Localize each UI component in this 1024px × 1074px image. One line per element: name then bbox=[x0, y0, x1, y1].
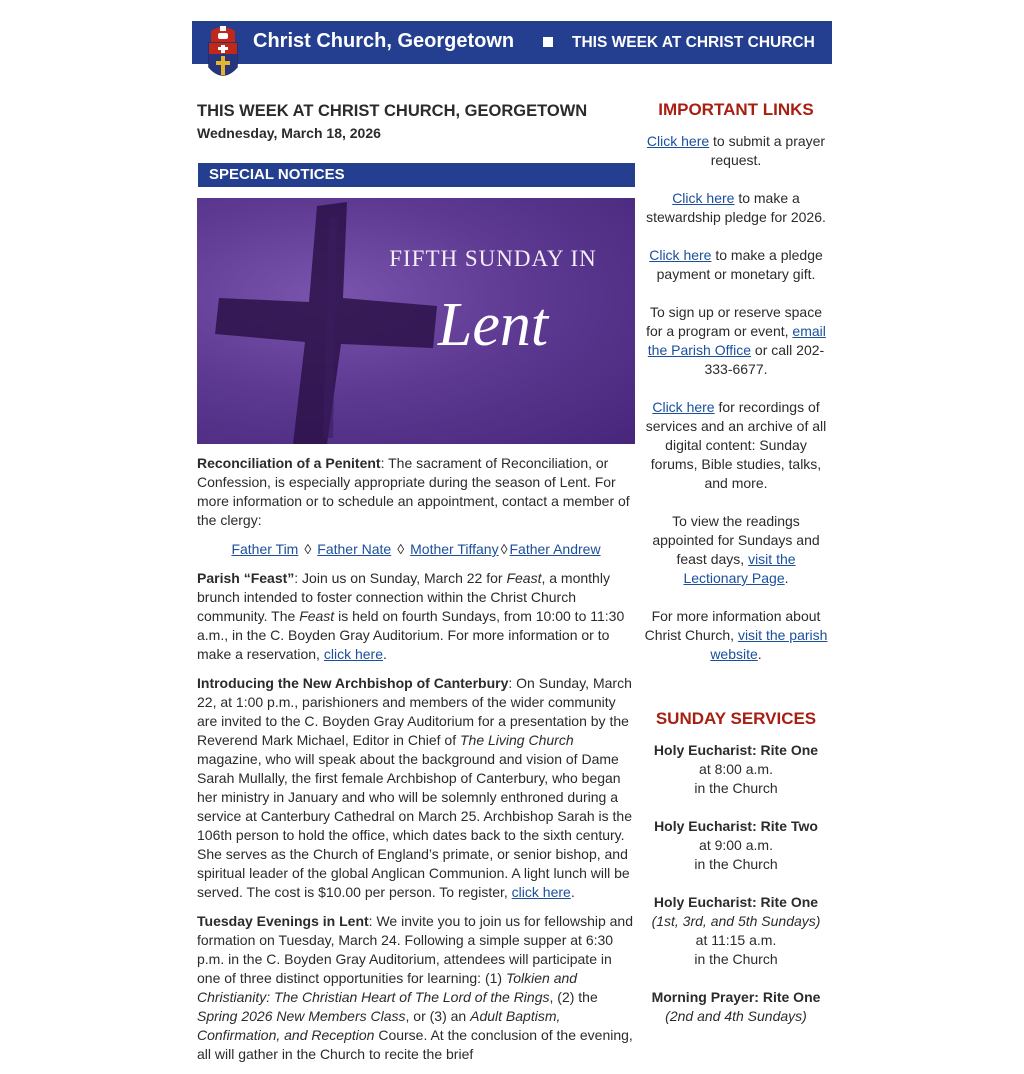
clergy-links bbox=[197, 540, 635, 559]
church-crest-icon bbox=[207, 25, 239, 82]
notice-italic: The Living Church bbox=[460, 732, 574, 748]
service-item bbox=[644, 893, 828, 969]
main-column bbox=[197, 100, 635, 1074]
sidebar-text: To view the readings appointed for Sundays and feast days, bbox=[652, 513, 820, 567]
prayer-request-link[interactable]: Click here bbox=[646, 133, 710, 149]
square-separator-icon bbox=[543, 37, 553, 47]
service-item bbox=[644, 988, 828, 1026]
feast-reservation-link[interactable]: click here bbox=[323, 646, 383, 662]
hero-heading: FIFTH SUNDAY IN bbox=[389, 246, 597, 271]
important-links-heading: IMPORTANT LINKS bbox=[658, 100, 814, 119]
service-item bbox=[644, 741, 828, 798]
clergy-link-nate[interactable]: Father Nate bbox=[317, 541, 392, 557]
prayer-request-item bbox=[644, 132, 828, 170]
service-time: at 9:00 a.m. bbox=[699, 837, 773, 853]
notice-feast bbox=[197, 569, 635, 664]
service-note: (2nd and 4th Sundays) bbox=[665, 1008, 807, 1024]
notice-heading: Reconciliation of a Penitent bbox=[197, 455, 381, 471]
notice-heading: Introducing the New Archbishop of Canterbury bbox=[197, 675, 509, 691]
notice-text: , a monthly brunch intended to foster connection within the Christ Church community. The bbox=[197, 570, 610, 624]
clergy-link-andrew[interactable]: Father Andrew bbox=[509, 541, 601, 557]
notice-italic: Feast bbox=[299, 608, 335, 624]
notice-text: , (2) the bbox=[549, 989, 598, 1005]
pledge-payment-link[interactable]: Click here bbox=[649, 247, 712, 263]
service-name: Holy Eucharist: Rite Two bbox=[654, 818, 818, 834]
notice-text: , or (3) an bbox=[405, 1008, 471, 1024]
notice-reconciliation bbox=[197, 454, 635, 530]
service-item bbox=[644, 817, 828, 874]
notice-heading: Tuesday Evenings in Lent bbox=[197, 913, 369, 929]
service-note: (1st, 3rd, and 5th Sundays) bbox=[651, 913, 821, 929]
notice-text: magazine, who will speak about the background and vision of Dame Sarah Mullally, the first female Archbishop of Canterbury, who began her ministry in January and who will be solemnly enthroned during a service at Canterbury Cathedral on March 25. Archbishop Sarah is the 106th person to hold the office, which dates back to the sixth century. She serves as the Church of England’s primate, or senior bishop, and spiritual leader of the global Anglican Communion. A light lunch will be served. The cost is $10.00 per person. To register, bbox=[197, 751, 633, 900]
diamond-separator: ◊ bbox=[304, 541, 312, 557]
sidebar-text: to submit a prayer request. bbox=[709, 133, 826, 168]
header-banner bbox=[192, 21, 832, 64]
archbishop-register-link[interactable]: click here bbox=[511, 884, 571, 900]
website-item bbox=[644, 607, 828, 664]
service-place: in the Church bbox=[694, 856, 778, 872]
section-header-special-notices: SPECIAL NOTICES bbox=[198, 163, 635, 187]
lectionary-link[interactable]: visit the Lectionary Page bbox=[683, 551, 796, 586]
notice-text: . bbox=[382, 646, 387, 662]
sidebar-text: . bbox=[784, 570, 789, 586]
service-time: at 11:15 a.m. bbox=[695, 932, 777, 948]
service-place: in the Church bbox=[694, 951, 778, 967]
notice-italic: Spring 2026 New Members Class bbox=[197, 1008, 406, 1024]
diamond-separator: ◊ bbox=[500, 541, 508, 557]
notice-text: Course. At the conclusion of the evening, all will gather in the Church to recite the brief bbox=[197, 1027, 633, 1062]
notice-text: : The sacrament of Reconciliation, or Confession, is especially appropriate during the season of Lent. For more information or to schedule an appointment, contact a member of the clergy: bbox=[197, 455, 630, 528]
service-name: Morning Prayer: Rite One bbox=[651, 989, 821, 1005]
site-title[interactable]: Christ Church, Georgetown bbox=[253, 30, 515, 52]
notice-archbishop bbox=[197, 674, 635, 902]
notice-italic: Feast bbox=[506, 570, 542, 586]
notice-text: : On Sunday, March 22, at 1:00 p.m., parishioners and members of the wider community are invited to the C. Boyden Gray Auditorium for a presentation by the Reverend Mark Michael, Editor in Chief of bbox=[197, 675, 632, 748]
sidebar-text: to make a pledge payment or monetary gift. bbox=[656, 247, 823, 282]
diamond-separator: ◊ bbox=[397, 541, 405, 557]
hero-image bbox=[197, 198, 635, 444]
notice-text: is held on fourth Sundays, from 10:00 to 11:30 a.m., in the C. Boyden Gray Auditorium. For more information or to make a reservation, bbox=[197, 608, 625, 662]
email-parish-office-link[interactable]: email the Parish Office bbox=[647, 323, 826, 358]
sidebar bbox=[644, 100, 828, 1045]
notice-italic: Tolkien and Christianity: The Christian Heart of The Lord of the Rings bbox=[197, 970, 578, 1005]
notice-heading: Parish “Feast” bbox=[197, 570, 295, 586]
sidebar-text: To sign up or reserve space for a program or event, bbox=[646, 304, 822, 339]
notice-tuesday bbox=[197, 912, 635, 1064]
pledge-item bbox=[644, 189, 828, 227]
notice-text: : We invite you to join us for fellowship and formation on Tuesday, March 24. Following a simple supper at 6:30 p.m. in the C. Boyden Gray Auditorium, attendees will participate in one of three distinct opportunities for learning: (1) bbox=[197, 913, 633, 986]
issue-date: Wednesday, March 18, 2026 bbox=[197, 125, 381, 141]
clergy-link-tiffany[interactable]: Mother Tiffany bbox=[410, 541, 499, 557]
service-name: Holy Eucharist: Rite One bbox=[653, 742, 819, 758]
signup-item bbox=[644, 303, 828, 379]
payment-item bbox=[644, 246, 828, 284]
sidebar-text: or call 202-333-6677. bbox=[704, 342, 825, 377]
sidebar-text: to make a stewardship pledge for 2026. bbox=[646, 190, 826, 225]
recordings-link[interactable]: Click here bbox=[652, 399, 715, 415]
sidebar-text: for recordings of services and an archive of all digital content: Sunday forums, Bible studies, talks, and more. bbox=[645, 399, 827, 491]
sidebar-text: . bbox=[757, 646, 762, 662]
service-place: in the Church bbox=[694, 780, 778, 796]
notice-text: : Join us on Sunday, March 22 for bbox=[294, 570, 507, 586]
recordings-item bbox=[644, 398, 828, 493]
banner-subtitle: THIS WEEK AT CHRIST CHURCH bbox=[572, 34, 815, 51]
notice-text: . bbox=[570, 884, 575, 900]
page-title: THIS WEEK AT CHRIST CHURCH, GEORGETOWN bbox=[197, 102, 588, 120]
service-time: at 8:00 a.m. bbox=[699, 761, 773, 777]
service-name: Holy Eucharist: Rite One bbox=[653, 894, 819, 910]
readings-item bbox=[644, 512, 828, 588]
parish-website-link[interactable]: visit the parish website bbox=[710, 627, 828, 662]
clergy-link-tim[interactable]: Father Tim bbox=[231, 541, 299, 557]
sidebar-text: For more information about Christ Church, bbox=[644, 608, 821, 643]
notice-italic: Adult Baptism, Confirmation, and Reception bbox=[197, 1008, 561, 1043]
stewardship-pledge-link[interactable]: Click here bbox=[672, 190, 735, 206]
sunday-services-heading: SUNDAY SERVICES bbox=[655, 709, 817, 728]
hero-lent-text: Lent bbox=[437, 291, 549, 359]
